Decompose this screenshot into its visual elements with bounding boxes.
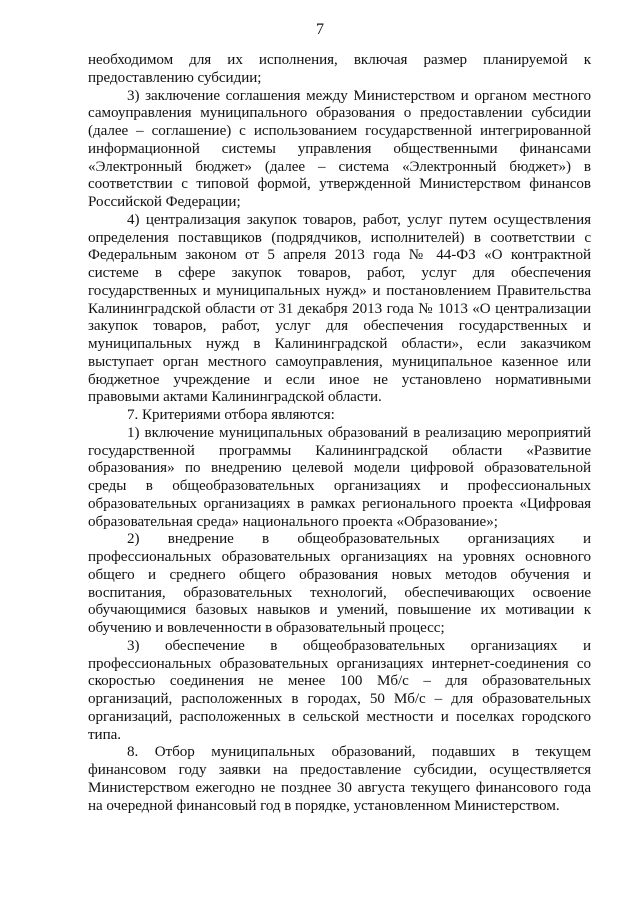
criterion-item-1: 1) включение муниципальных образований в реализацию мероприятий государственной программы Калининградской области «Развитие образования» по внедрению целевой модели цифровой образовательной среды в общеобразовательных организациях и профессиональных образовательных организациях в рамках регионального проекта «Цифровая образовательная среда» национального проекта «Образование»; (88, 424, 591, 530)
document-body (88, 52, 591, 815)
paragraph-continuation: необходимом для их исполнения, включая размер планируемой к предоставлению субсидии; (88, 52, 591, 86)
criterion-item-3: 3) обеспечение в общеобразовательных организациях и профессиональных образовательных организациях интернет-соединения со скоростью соединения не менее 100 Мб/с – для образовательных организаций, расположенных в городах, 50 Мб/с – для образовательных организаций, расположенных в сельской местности и поселках городского типа. (88, 637, 591, 743)
criterion-item-2: 2) внедрение в общеобразовательных организациях и профессиональных образовательных организациях на уровнях основного общего и среднего общего образования новых методов обучения и воспитания, образовательных технологий, обеспечивающих освоение обучающимися базовых навыков и умений, повышение их мотивации к обучению и вовлеченности в образовательный процесс; (88, 531, 591, 636)
page-number: 7 (316, 21, 324, 38)
paragraph-item-4: 4) централизация закупок товаров, работ, услуг путем осуществления определения поставщиков (подрядчиков, исполнителей) в соответствии с Федеральным законом от 5 апреля 2013 года № 44-ФЗ «О контрактной системе в сфере закупок товаров, работ, услуг для обеспечения государственных и муниципальных нужд» и постановлением Правительства Калининградской области от 31 декабря 2013 года № 1013 «О централизации закупок товаров, работ, услуг для обеспечения государственных и муниципальных нужд в Калининградской области», если заказчиком выступает орган местного самоуправления, муниципальное казенное или бюджетное учреждение и если иное не установлено нормативными правовыми актами Калининградской области. (88, 211, 591, 406)
paragraph-section-7: 7. Критериями отбора являются: (127, 407, 335, 423)
paragraph-item-3: 3) заключение соглашения между Министерством и органом местного самоуправления муниципального образования о предоставлении субсидии (далее – соглашение) с использованием государственной интегрированной информационной системы управления общественными финансами «Электронный бюджет» (далее – система «Электронный бюджет») в соответствии с типовой формой, утвержденной Министерством финансов Российской Федерации; (88, 87, 591, 210)
paragraph-section-8: 8. Отбор муниципальных образований, подавших в текущем финансовом году заявки на предоставление субсидии, осуществляется Министерством ежегодно не позднее 30 августа текущего финансового года на очередной финансовый год в порядке, установленном Министерством. (88, 744, 591, 814)
